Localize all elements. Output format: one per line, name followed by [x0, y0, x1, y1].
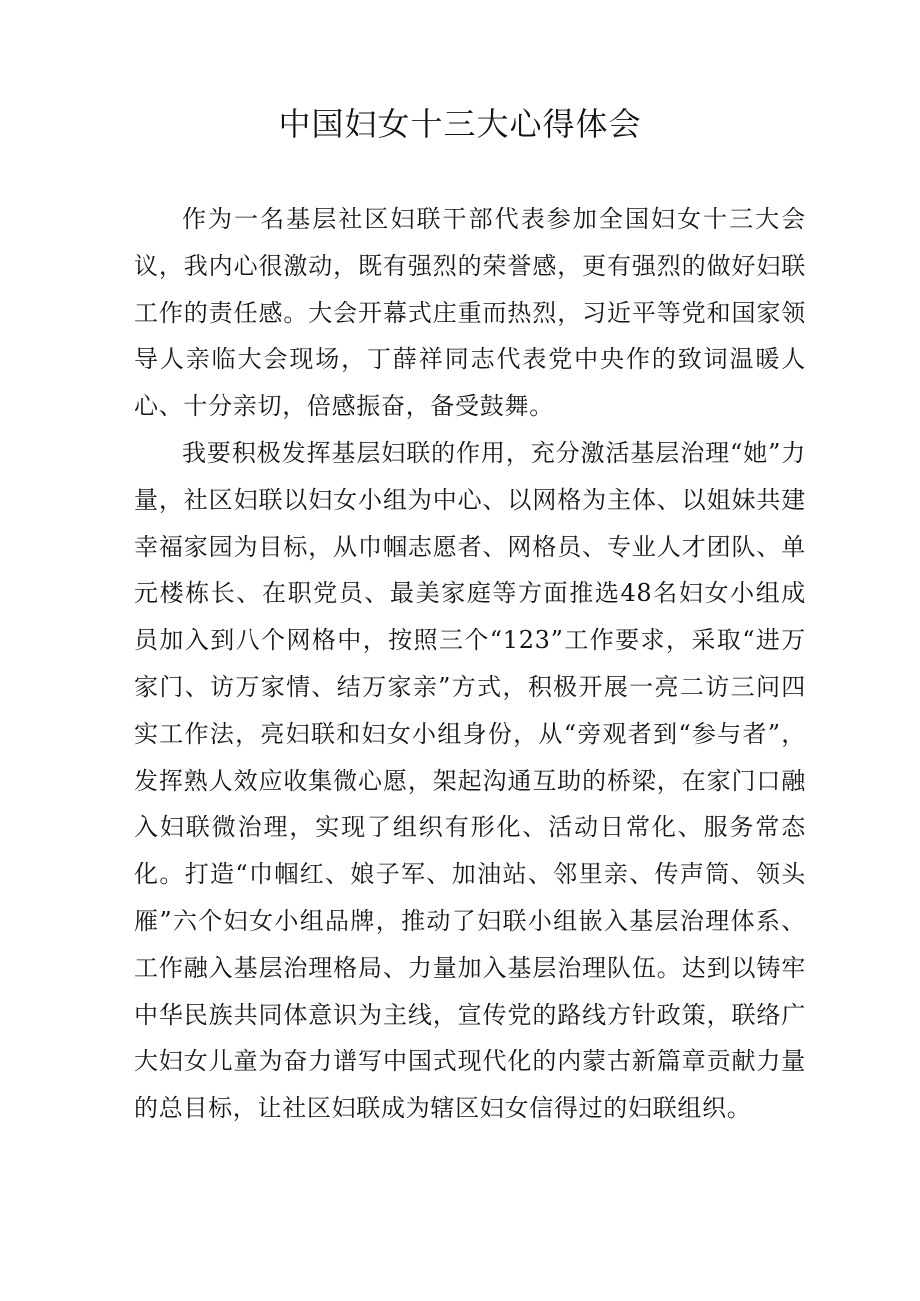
- document-title: 中国妇女十三大心得体会: [278, 105, 642, 143]
- paragraph-2: 我要积极发挥基层妇联的作用，充分激活基层治理“她”力量，社区妇联以妇女小组为中心、以网格为主体、以姐妹共建幸福家园为目标，从巾帼志愿者、网格员、专业人才团队、单元楼栋长、在职党员、最美家庭等方面推选48名妇女小组成员加入到八个网格中，按照三个“123”工作要求，采取“进万家门、访万家情、结万家亲”方式，积极开展一亮二访三问四实工作法，亮妇联和妇女小组身份，从“旁观者到“参与者”，发挥熟人效应收集微心愿，架起沟通互助的桥梁，在家门口融入妇联微治理，实现了组织有形化、活动日常化、服务常态化。打造“巾帼红、娘子军、加油站、邻里亲、传声筒、领头雁”六个妇女小组品牌，推动了妇联小组嵌入基层治理体系、工作融入基层治理格局、力量加入基层治理队伍。达到以铸牢中华民族共同体意识为主线，宣传党的路线方针政策，联络广大妇女儿童为奋力谱写中国式现代化的内蒙古新篇章贡献力量的总目标，让社区妇联成为辖区妇女信得过的妇联组织。: [134, 438, 806, 1123]
- document-body: [134, 196, 806, 1132]
- paragraph-1: 作为一名基层社区妇联干部代表参加全国妇女十三大会议，我内心很激动，既有强烈的荣誉感，更有强烈的做好妇联工作的责任感。大会开幕式庄重而热烈，习近平等党和国家领导人亲临大会现场，丁薛祥同志代表党中央作的致词温暖人心、十分亲切，倍感振奋，备受鼓舞。: [134, 205, 806, 421]
